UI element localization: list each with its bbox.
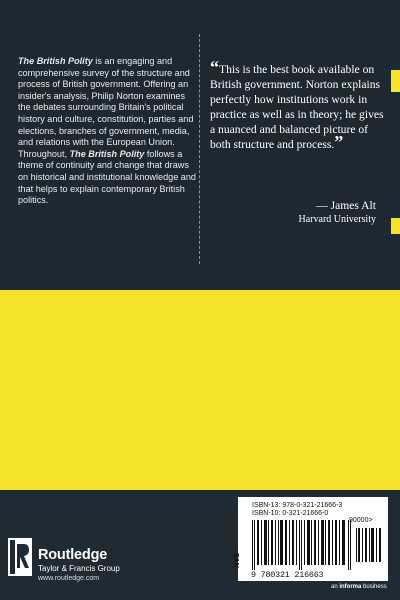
barcode-box — [232, 497, 388, 581]
isbn13-line — [252, 502, 342, 510]
quote-author: — James Alt — [316, 199, 376, 212]
quote-attribution — [210, 199, 376, 226]
ean-label: EAN — [232, 553, 239, 568]
book-title-italic: The British Polity — [69, 148, 145, 159]
routledge-logo-icon — [8, 538, 32, 576]
informa-brand: informa — [339, 584, 362, 590]
addon-value: 90000 — [349, 517, 369, 524]
close-quote-mark: ” — [334, 132, 344, 153]
informa-prefix: an — [331, 584, 340, 590]
yellow-panel — [0, 290, 400, 490]
yellow-accent-mid — [391, 218, 400, 234]
endorsement-quote — [210, 57, 388, 153]
informa-tagline — [331, 584, 387, 590]
book-title-italic: The British Polity — [18, 56, 93, 66]
open-quote-mark: “ — [210, 57, 219, 77]
isbn10-label: ISBN-10: — [252, 510, 281, 517]
isbn10-value: 0-321-21666-0 — [282, 510, 329, 517]
ean-barcode — [252, 520, 351, 570]
isbn10-line — [252, 510, 328, 518]
publisher-url: www.routledge.com — [38, 575, 100, 582]
addon-arrow: > — [368, 517, 373, 524]
book-description — [18, 56, 196, 207]
isbn13-value: 978-0-321-21666-3 — [282, 502, 343, 509]
description-text-2: follows a theme of continuity and change that draws on historical and institutional knowledge and that helps to explain contemporary British politics. — [18, 148, 196, 206]
column-divider — [199, 34, 200, 264]
quote-institution: Harvard University — [298, 214, 376, 225]
yellow-accent-top — [391, 70, 400, 92]
publisher-block — [38, 547, 120, 584]
publisher-group: Taylor & Francis Group — [38, 564, 120, 573]
barcode-digits: 9 780321 216663 — [251, 570, 324, 580]
isbn13-label: ISBN-13: — [252, 502, 281, 509]
quote-text: This is the best book available on British government. Norton explains perfectly how institutions work in practice as well as in theory; he gives a nuanced and balanced picture of both structure and process. — [210, 63, 384, 152]
description-text-1: is an engaging and comprehensive survey of the structure and process of British government. Offering an insider's analysis, Philip Norton examines the debates surrounding Britain's political history and culture, constitution, parties and elections, branches of government, media, and relations with the European Union. Throughout, — [18, 56, 194, 159]
informa-suffix: business — [361, 584, 387, 590]
addon-barcode — [356, 522, 382, 562]
publisher-name: Routledge — [38, 547, 108, 563]
